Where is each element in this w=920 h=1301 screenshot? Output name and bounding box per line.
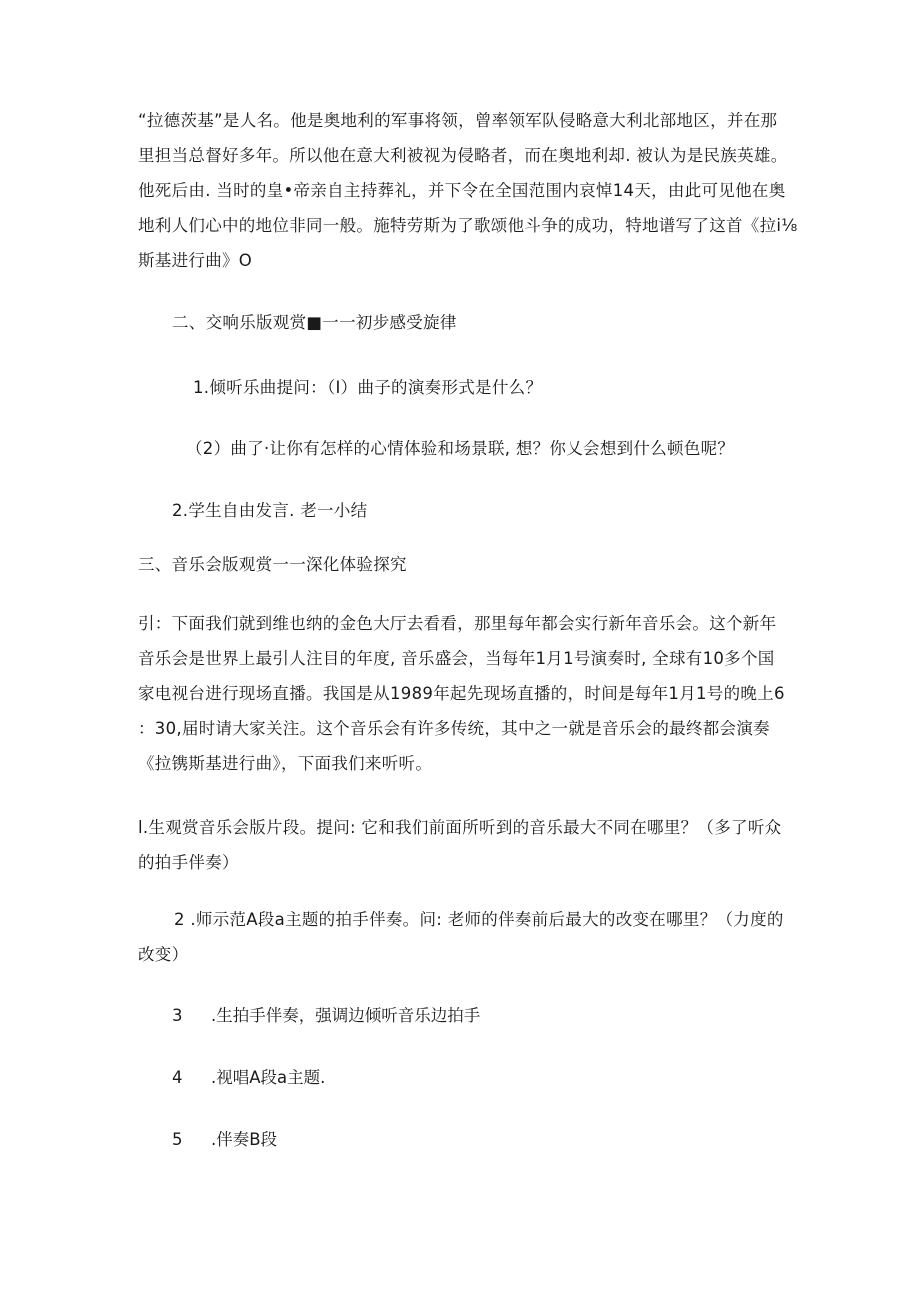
step-two bbox=[138, 902, 786, 972]
text-line: 引：下面我们就到维也纳的金色大厅去看看，那里每年都会实行新年音乐会。这个新年 bbox=[138, 614, 777, 633]
text-line: 音乐会是世界上最引人注目的年度, 音乐盛会，当每年1月1号演奏时, 全球有10多个国 bbox=[138, 649, 775, 668]
section-two-heading: 二、交响乐版观赏■一一初步感受旋律 bbox=[172, 313, 457, 332]
item-one-sub: （2）曲了·让你有怎样的心情体验和场景联, 想？你乂会想到什么顿色呢？ bbox=[186, 439, 735, 458]
text-line: 改变） bbox=[138, 945, 189, 964]
intro-quote-paragraph bbox=[138, 606, 786, 781]
section-three-heading: 三、音乐会版观赏一一深化体验探究 bbox=[138, 555, 407, 574]
step-five-text: .伴奏B段 bbox=[211, 1130, 278, 1149]
item-one: 1.倾听乐曲提问：（I）曲子的演奏形式是什么？ bbox=[193, 378, 543, 397]
text-line: 他死后由. 当时的皇•帝亲自主持葬礼，并下令在全国范围内哀悼14天，由此可见他在奥 bbox=[138, 181, 786, 200]
text-line: 家电视台进行现场直播。我国是从1989年起先现场直播的，时间是每年1月1号的晚上6 bbox=[138, 684, 785, 703]
text-line: 《拉镌斯基进行曲》，下面我们来听听。 bbox=[138, 754, 433, 773]
step-one bbox=[138, 810, 786, 880]
text-line: l.生观赏音乐会版片段。提问: 它和我们前面所听到的音乐最大不同在哪里？（多了听众 bbox=[138, 818, 782, 837]
step-four-number: 4 bbox=[172, 1068, 183, 1087]
text-line: 里担当总督好多年。所以他在意大利被视为侵略者，而在奥地利却. 被认为是民族英雄。 bbox=[138, 146, 788, 165]
step-four-text: .视唱A段a主题. bbox=[211, 1068, 326, 1087]
text-line: 斯基进行曲》O bbox=[138, 251, 253, 270]
step-five-number: 5 bbox=[172, 1130, 183, 1149]
intro-paragraph bbox=[138, 103, 798, 278]
text-line: 2 .师示范A段a主题的拍手伴奏。问: 老师的伴奏前后最大的改变在哪里？（力度的 bbox=[174, 910, 784, 929]
item-two: 2.学生自由发言. 老一小结 bbox=[172, 501, 368, 520]
text-line: “拉德茨基”是人名。他是奥地利的军事将领，曾率领军队侵略意大利北部地区，并在那 bbox=[138, 111, 778, 130]
step-three-number: 3 bbox=[172, 1006, 183, 1025]
text-line: 的拍手伴奏） bbox=[138, 853, 239, 872]
text-line: 地利人们心中的地位非同一般。施特劳斯为了歌颂他斗争的成功，特地谱写了这首《拉i⅛ bbox=[138, 216, 798, 235]
step-three-text: .生拍手伴奏，强调边倾听音乐边拍手 bbox=[211, 1006, 481, 1025]
text-line: ：30,届时请大家关注。这个音乐会有许多传统，其中之一就是音乐会的最终都会演奏 bbox=[138, 719, 770, 738]
